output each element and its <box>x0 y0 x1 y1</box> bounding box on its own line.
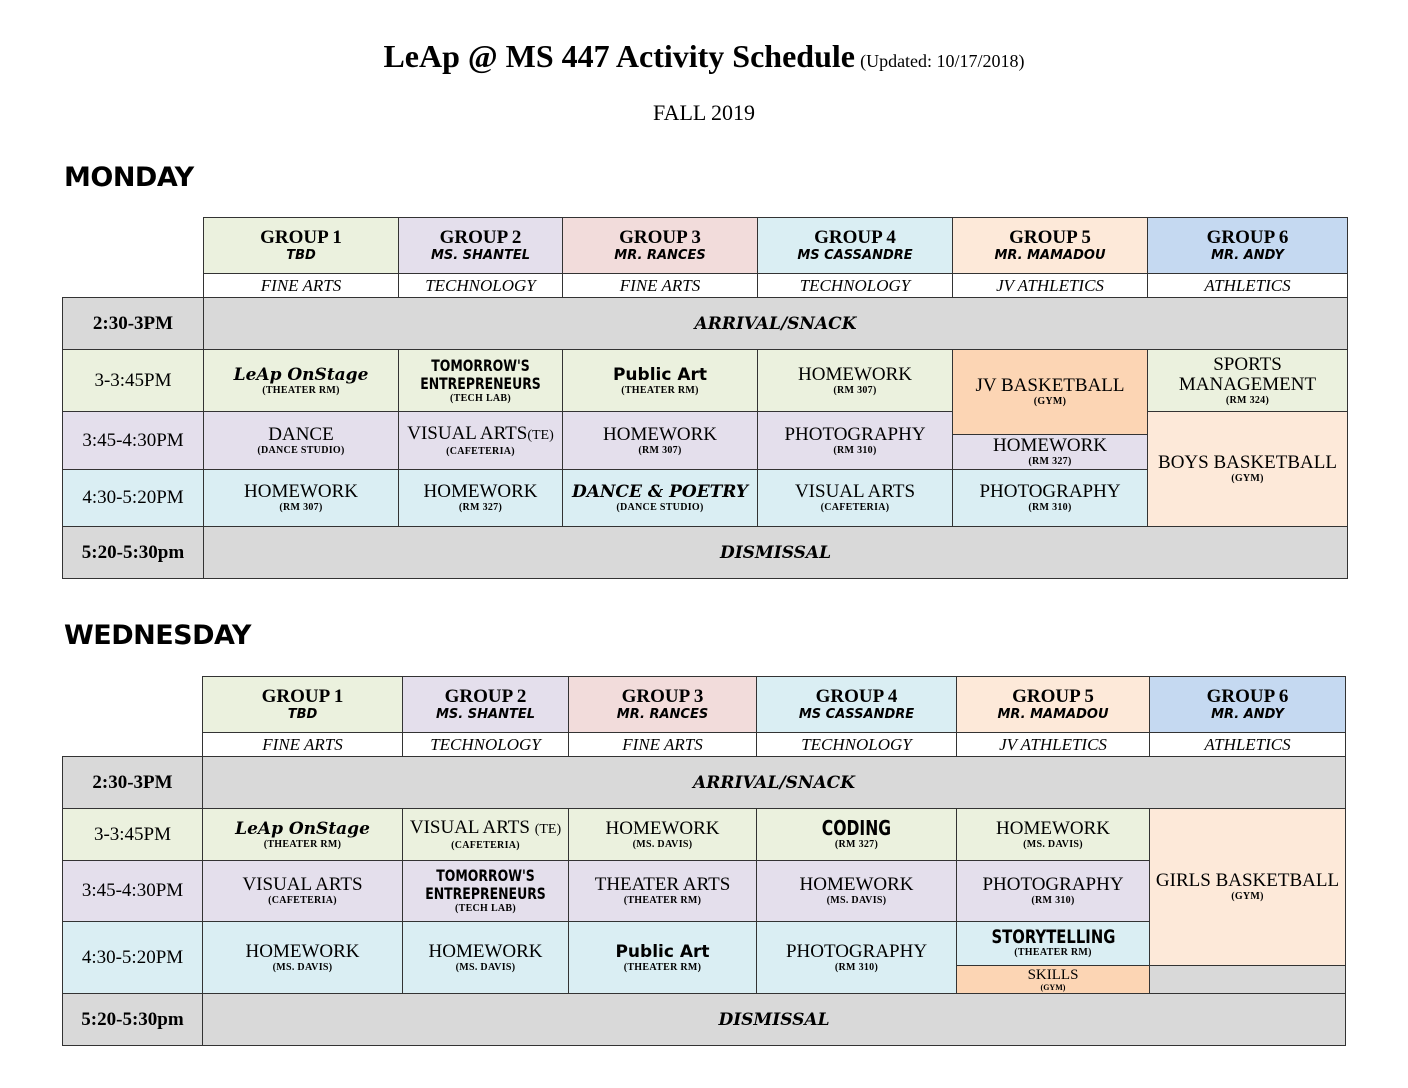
activity-cell: PHOTOGRAPHY (RM 310) <box>758 412 953 470</box>
monday-schedule-table <box>62 217 1348 579</box>
activity-cell: VISUAL ARTS(TE) (CAFETERIA) <box>399 412 563 470</box>
activity-cell: DANCE (DANCE STUDIO) <box>204 412 399 470</box>
group-4-dept: TECHNOLOGY <box>758 274 953 298</box>
group-1-dept: FINE ARTS <box>203 733 403 757</box>
time-slot: 2:30-3PM <box>63 757 203 809</box>
activity-cell: CODING (RM 327) <box>757 809 957 861</box>
dismissal-banner: DISMISSAL <box>204 527 1348 579</box>
activity-cell: HOMEWORK (RM 307) <box>563 412 758 470</box>
dismissal-banner: DISMISSAL <box>203 994 1346 1046</box>
corner-blank <box>63 274 204 298</box>
empty-cell <box>1150 966 1346 994</box>
time-slot: 5:20-5:30pm <box>63 994 203 1046</box>
wednesday-schedule-table <box>62 676 1346 1046</box>
group-6-header: GROUP 6 MR. ANDY <box>1150 677 1346 733</box>
group-3-header: GROUP 3 MR. RANCES <box>563 218 758 274</box>
group-3-dept: FINE ARTS <box>563 274 758 298</box>
time-slot: 4:30-5:20PM <box>63 470 204 527</box>
group-6-header: GROUP 6 MR. ANDY <box>1148 218 1348 274</box>
activity-cell: SKILLS (GYM) <box>957 966 1150 994</box>
season-label: FALL 2019 <box>652 100 756 125</box>
updated-date: (Updated: 10/17/2018) <box>860 51 1025 71</box>
time-slot: 2:30-3PM <box>63 298 204 350</box>
activity-cell: HOMEWORK (MS. DAVIS) <box>569 809 757 861</box>
activity-cell: HOMEWORK (MS. DAVIS) <box>757 861 957 922</box>
activity-cell: LeAp OnStage (THEATER RM) <box>203 809 403 861</box>
wednesday-heading: WEDNESDAY <box>64 620 251 651</box>
group-6-dept: ATHLETICS <box>1148 274 1348 298</box>
group-2-header: GROUP 2 MS. SHANTEL <box>399 218 563 274</box>
activity-cell: PHOTOGRAPHY (RM 310) <box>757 922 957 994</box>
activity-cell: DANCE & POETRY (DANCE STUDIO) <box>563 470 758 527</box>
activity-cell: HOMEWORK (MS. DAVIS) <box>957 809 1150 861</box>
activity-cell: HOMEWORK (RM 307) <box>758 350 953 412</box>
activity-cell: VISUAL ARTS (TE) (CAFETERIA) <box>403 809 569 861</box>
group-1-dept: FINE ARTS <box>204 274 399 298</box>
activity-cell: SPORTS MANAGEMENT (RM 324) <box>1148 350 1348 412</box>
activity-cell: HOMEWORK (RM 327) <box>953 435 1148 470</box>
corner-blank <box>63 733 203 757</box>
group-1-header: GROUP 1 TBD <box>204 218 399 274</box>
activity-cell: HOMEWORK (MS. DAVIS) <box>403 922 569 994</box>
page-title <box>0 38 1408 75</box>
activity-cell: HOMEWORK (RM 327) <box>399 470 563 527</box>
time-slot: 3-3:45PM <box>63 350 204 412</box>
activity-cell: TOMORROW'S ENTREPRENEURS (TECH LAB) <box>403 861 569 922</box>
activity-cell: PHOTOGRAPHY (RM 310) <box>957 861 1150 922</box>
group-1-header: GROUP 1 TBD <box>203 677 403 733</box>
activity-cell: VISUAL ARTS (CAFETERIA) <box>758 470 953 527</box>
activity-cell: TOMORROW'S ENTREPRENEURS (TECH LAB) <box>399 350 563 412</box>
activity-cell: BOYS BASKETBALL (GYM) <box>1148 412 1348 527</box>
group-2-dept: TECHNOLOGY <box>403 733 569 757</box>
time-slot: 5:20-5:30pm <box>63 527 204 579</box>
group-5-dept: JV ATHLETICS <box>957 733 1150 757</box>
monday-heading: MONDAY <box>64 162 194 193</box>
activity-cell: Public Art (THEATER RM) <box>563 350 758 412</box>
activity-cell: VISUAL ARTS (CAFETERIA) <box>203 861 403 922</box>
activity-cell: HOMEWORK (RM 307) <box>204 470 399 527</box>
activity-cell: LeAp OnStage (THEATER RM) <box>204 350 399 412</box>
title-text: LeAp @ MS 447 Activity Schedule <box>383 38 855 74</box>
activity-cell: JV BASKETBALL (GYM) <box>953 350 1148 435</box>
activity-cell: PHOTOGRAPHY (RM 310) <box>953 470 1148 527</box>
corner-blank <box>63 677 203 733</box>
activity-cell: STORYTELLING (THEATER RM) <box>957 922 1150 966</box>
group-3-header: GROUP 3 MR. RANCES <box>569 677 757 733</box>
activity-cell: GIRLS BASKETBALL (GYM) <box>1150 809 1346 966</box>
time-slot: 3:45-4:30PM <box>63 412 204 470</box>
group-5-header: GROUP 5 MR. MAMADOU <box>953 218 1148 274</box>
arrival-banner: ARRIVAL/SNACK <box>204 298 1348 350</box>
time-slot: 3:45-4:30PM <box>63 861 203 922</box>
group-4-header: GROUP 4 MS CASSANDRE <box>757 677 957 733</box>
activity-cell: THEATER ARTS (THEATER RM) <box>569 861 757 922</box>
time-slot: 4:30-5:20PM <box>63 922 203 994</box>
activity-cell: Public Art (THEATER RM) <box>569 922 757 994</box>
activity-cell: HOMEWORK (MS. DAVIS) <box>203 922 403 994</box>
time-slot: 3-3:45PM <box>63 809 203 861</box>
group-2-header: GROUP 2 MS. SHANTEL <box>403 677 569 733</box>
group-5-dept: JV ATHLETICS <box>953 274 1148 298</box>
group-4-dept: TECHNOLOGY <box>757 733 957 757</box>
group-4-header: GROUP 4 MS CASSANDRE <box>758 218 953 274</box>
arrival-banner: ARRIVAL/SNACK <box>203 757 1346 809</box>
group-2-dept: TECHNOLOGY <box>399 274 563 298</box>
group-6-dept: ATHLETICS <box>1150 733 1346 757</box>
group-5-header: GROUP 5 MR. MAMADOU <box>957 677 1150 733</box>
group-3-dept: FINE ARTS <box>569 733 757 757</box>
corner-blank <box>63 218 204 274</box>
